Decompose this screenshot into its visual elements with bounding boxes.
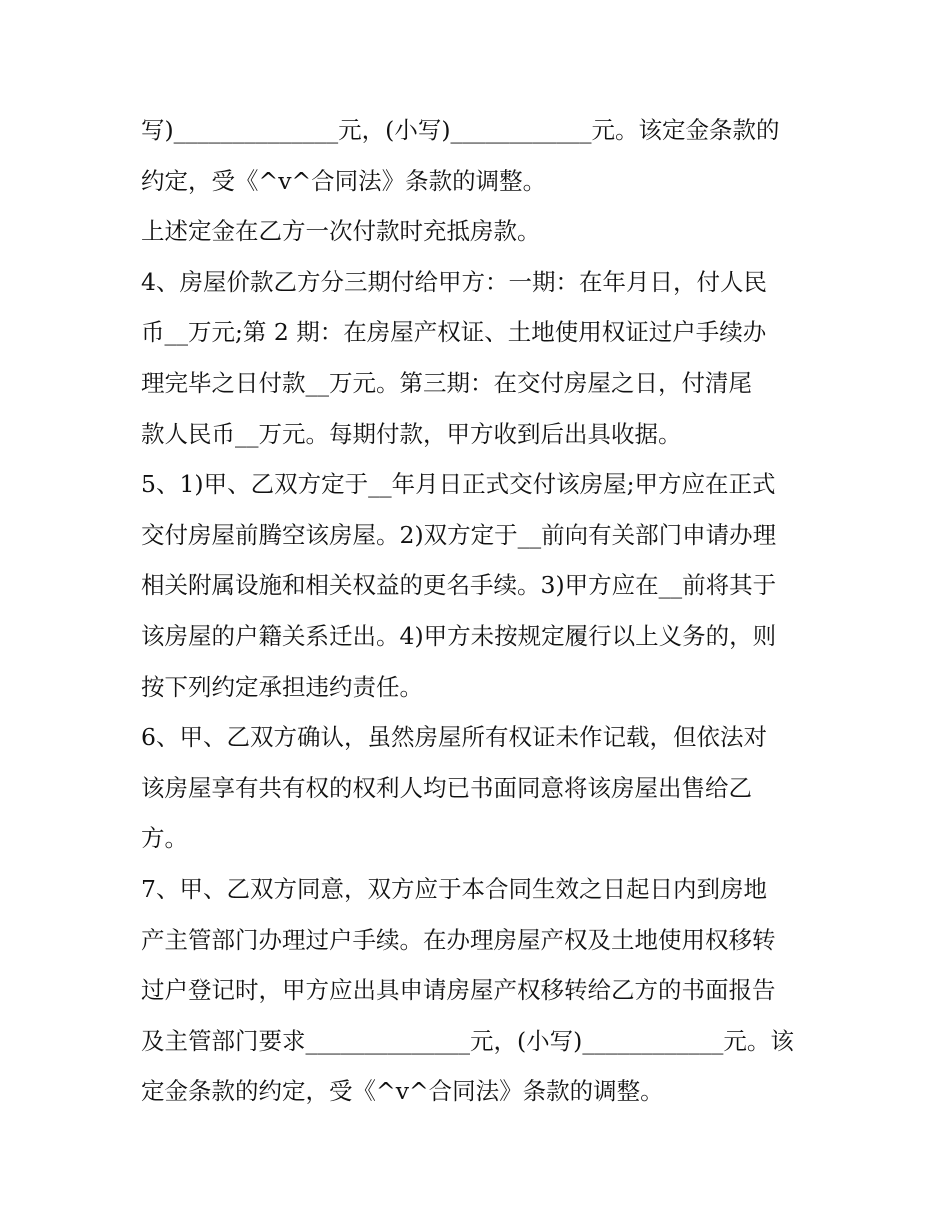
text-line: 该房屋享有共有权的权利人均已书面同意将该房屋出售给乙 [141, 773, 752, 802]
text-line: 过户登记时，甲方应出具申请房屋产权移转给乙方的书面报告 [141, 976, 776, 1005]
text-line: 方。 [141, 824, 188, 853]
text-line: 6、甲、乙双方确认，虽然房屋所有权证未作记载，但依法对 [141, 723, 767, 752]
text-line: 及主管部门要求______________元，(小写)____________元。该 [141, 1026, 794, 1055]
text-line: 5、1)甲、乙双方定于__年月日正式交付该房屋;甲方应在正式 [141, 470, 776, 499]
text-line: 相关附属设施和相关权益的更名手续。3)甲方应在__前将其于 [141, 571, 777, 600]
document-body [141, 105, 821, 1117]
text-line: 理完毕之日付款__万元。第三期：在交付房屋之日，付清尾 [141, 368, 752, 397]
text-line: 该房屋的户籍关系迁出。4)甲方未按规定履行以上义务的，则 [141, 621, 777, 650]
text-line: 7、甲、乙双方同意，双方应于本合同生效之日起日内到房地 [141, 874, 767, 903]
text-line: 写)______________元，(小写)____________元。该定金条款的 [141, 116, 780, 144]
text-line: 款人民币__万元。每期付款，甲方收到后出具收据。 [141, 419, 682, 448]
text-line: 4、房屋价款乙方分三期付给甲方：一期：在年月日，付人民 [141, 267, 767, 296]
text-line: 上述定金在乙方一次付款时充抵房款。 [141, 217, 541, 246]
text-line: 币__万元;第 2 期：在房屋产权证、土地使用权证过户手续办 [141, 318, 767, 347]
text-line: 按下列约定承担违约责任。 [141, 672, 423, 701]
text-line: 交付房屋前腾空该房屋。2)双方定于__前向有关部门申请办理 [141, 520, 777, 549]
text-line: 产主管部门办理过户手续。在办理房屋产权及土地使用权移转 [141, 925, 776, 954]
text-line: 约定，受《^v^合同法》条款的调整。 [141, 166, 547, 195]
text-line: 定金条款的约定，受《^v^合同法》条款的调整。 [141, 1077, 664, 1106]
